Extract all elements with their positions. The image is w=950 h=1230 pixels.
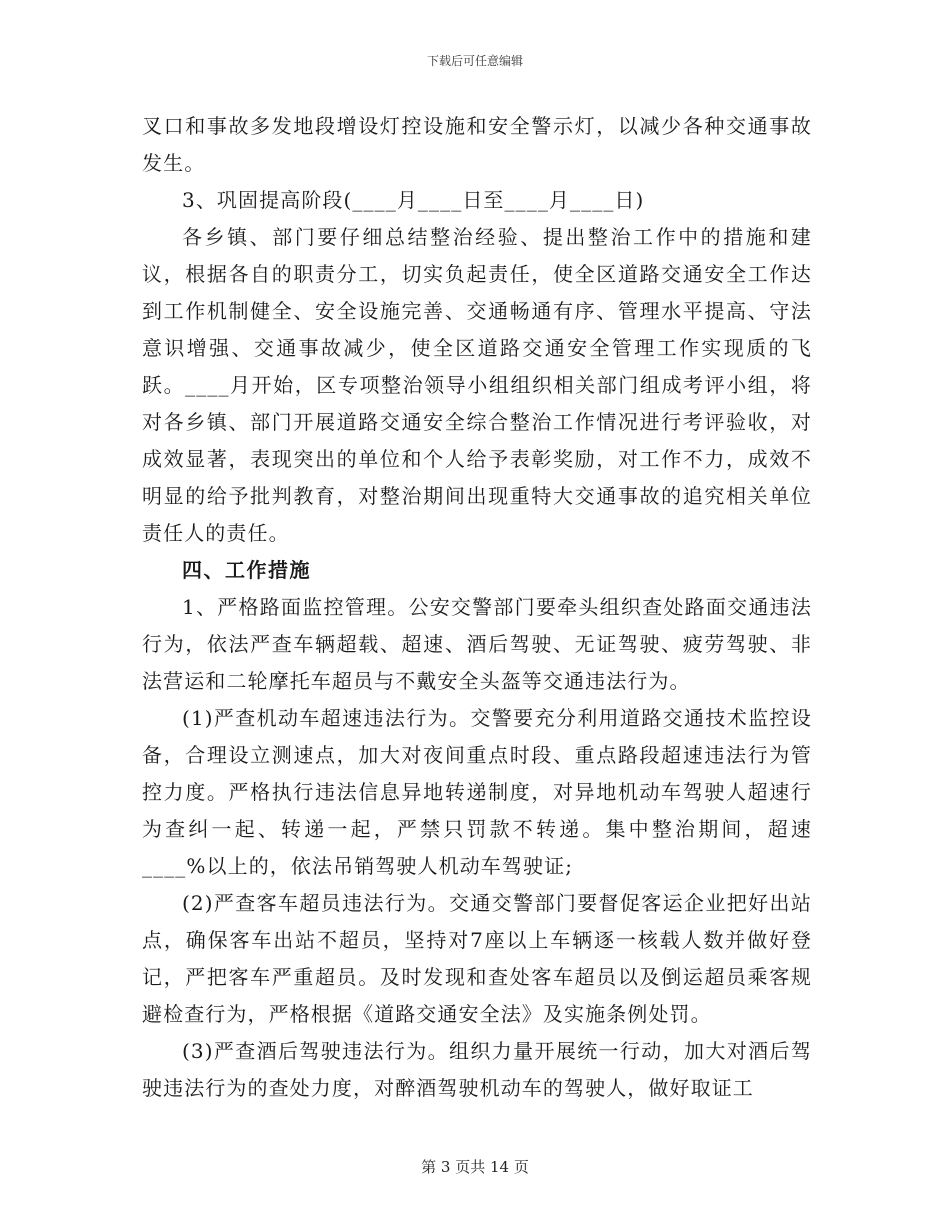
section-heading: 四、工作措施 — [182, 558, 311, 582]
page-header: 下载后可任意编辑 — [426, 54, 523, 68]
paragraph-6: (1)严查机动车超速违法行为。交警要充分利用道路交通技术监控设备，合理设立测速点，加大对夜间重点时段、重点路段超速违法行为管控力度。严格执行违法信息异地转递制度，对异地机动车驾驶人超速行为查纠一起、转递一起，严禁只罚款不转递。集中整治期间，超速____%以上的，依法吊销驾驶人机动车驾驶证; — [142, 706, 812, 878]
paragraph-7: (2)严查客车超员违法行为。交通交警部门要督促客运企业把好出站点，确保客车出站不超员，坚持对7座以上车辆逐一核载人数并做好登记，严把客车严重超员。及时发现和查处客车超员以及倒运超员乘客规避检查行为，严格根据《道路交通安全法》及实施条例处罚。 — [142, 891, 812, 1026]
paragraph-2: 3、巩固提高阶段(____月____日至____月____日) — [182, 188, 645, 212]
paragraph-8: (3)严查酒后驾驶违法行为。组织力量开展统一行动，加大对酒后驾驶违法行为的查处力度，对醉酒驾驶机动车的驾驶人，做好取证工 — [142, 1039, 812, 1100]
document-body — [142, 108, 812, 1107]
paragraph-5: 1、严格路面监控管理。公安交警部门要牵头组织查处路面交通违法行为，依法严查车辆超载、超速、酒后驾驶、无证驾驶、疲劳驾驶、非法营运和二轮摩托车超员与不戴安全头盔等交通违法行为。 — [142, 595, 812, 693]
page-footer: 第 3 页共 14 页 — [421, 1158, 529, 1176]
paragraph-3: 各乡镇、部门要仔细总结整治经验、提出整治工作中的措施和建议，根据各自的职责分工，切实负起责任，使全区道路交通安全工作达到工作机制健全、安全设施完善、交通畅通有序、管理水平提高、守法意识增强、交通事故减少，使全区道路交通安全管理工作实现质的飞跃。____月开始，区专项整治领导小组组织相关部门组成考评小组，将对各乡镇、部门开展道路交通安全综合整治工作情况进行考评验收，对成效显著，表现突出的单位和个人给予表彰奖励，对工作不力，成效不明显的给予批判教育，对整治期间出现重特大交通事故的追究相关单位责任人的责任。 — [142, 225, 812, 545]
paragraph-1: 叉口和事故多发地段增设灯控设施和安全警示灯，以减少各种交通事故发生。 — [142, 114, 812, 175]
